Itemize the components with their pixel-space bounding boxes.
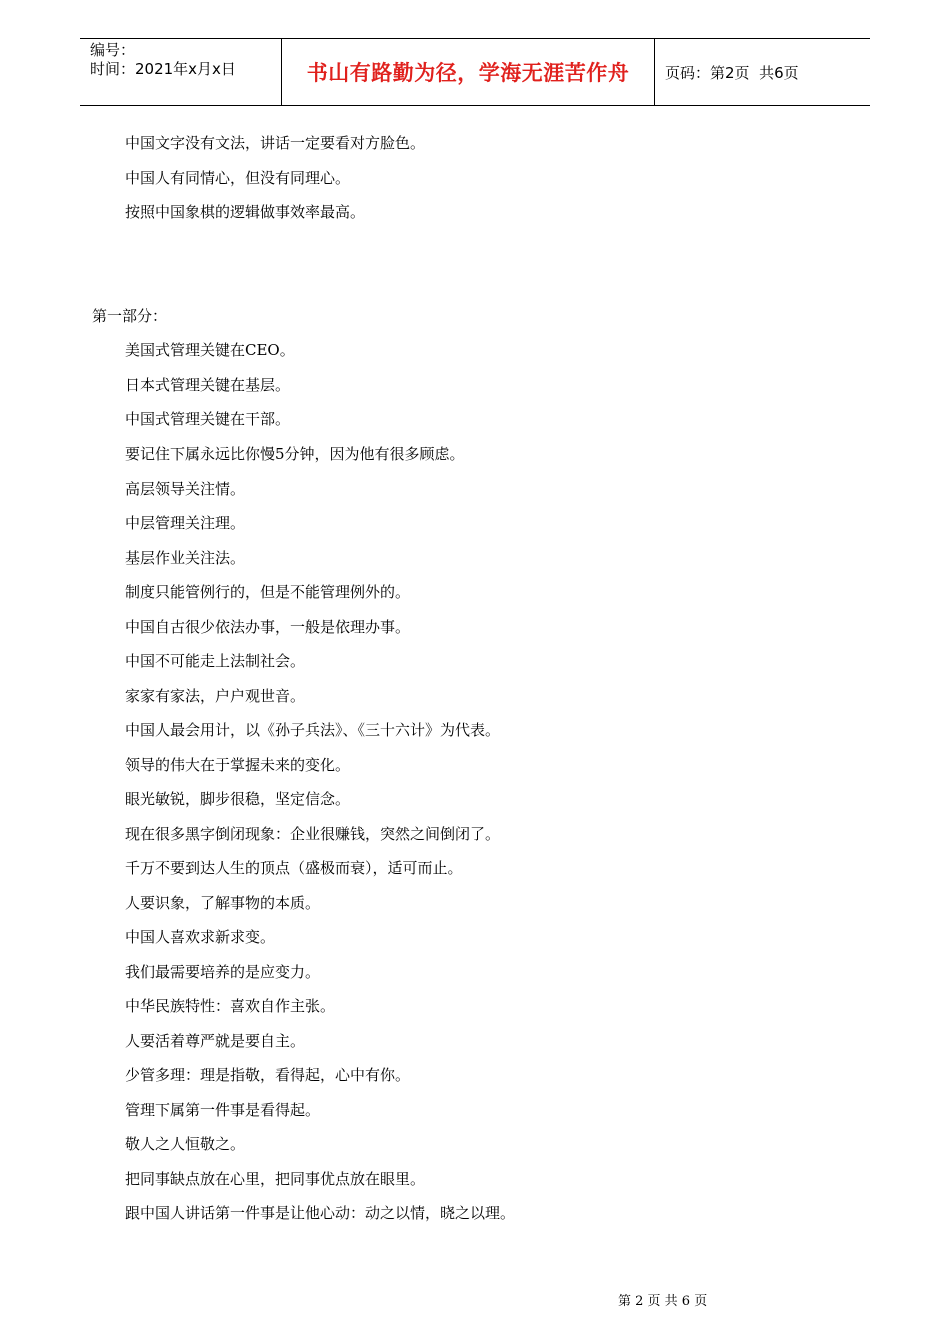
body-line: 少管多理：理是指敬，看得起，心中有你。 [125,1066,411,1084]
body-line: 管理下属第一件事是看得起。 [125,1101,321,1119]
document-header [80,38,870,106]
body-line: 人要活着尊严就是要自主。 [125,1032,306,1050]
header-page-cell [655,39,870,105]
body-line: 现在很多黑字倒闭现象：企业很赚钱，突然之间倒闭了。 [125,825,501,843]
body-line: 中国人喜欢求新求变。 [125,928,276,946]
body-line: 美国式管理关键在CEO。 [125,341,295,359]
body-line: 制度只能管例行的，但是不能管理例外的。 [125,583,411,601]
body-line: 中国不可能走上法制社会。 [125,652,306,670]
body-line: 敬人之人恒敬之。 [125,1135,246,1153]
serial-label: 编号： [90,41,136,59]
motto-text: 书山有路勤为径，学海无涯苦作舟 [306,61,630,85]
body-line: 领导的伟大在于掌握未来的变化。 [125,756,351,774]
page-info: 页码：第2页 共6页 [665,63,799,82]
body-line: 人要识象，了解事物的本质。 [125,894,321,912]
body-line: 中国人最会用计，以《孙子兵法》、《三十六计》为代表。 [125,721,501,739]
header-motto-cell [282,39,655,105]
body-line: 要记住下属永远比你慢5分钟，因为他有很多顾虑。 [125,445,465,463]
section-title: 第一部分： [92,307,168,325]
body-line: 中层管理关注理。 [125,514,246,532]
body-line: 中国式管理关键在干部。 [125,410,291,428]
date-label: 时间：2021年x月x日 [90,60,236,78]
intro-line: 中国人有同情心，但没有同理心。 [125,169,351,187]
page-footer: 第 2 页 共 6 页 [618,1294,708,1309]
body-line: 高层领导关注情。 [125,480,246,498]
intro-line: 按照中国象棋的逻辑做事效率最高。 [125,203,366,221]
header-meta-cell [80,39,282,105]
body-line: 跟中国人讲话第一件事是让他心动：动之以情，晓之以理。 [125,1204,516,1222]
body-line: 眼光敏锐，脚步很稳，坚定信念。 [125,790,351,808]
intro-line: 中国文字没有文法，讲话一定要看对方脸色。 [125,134,426,152]
body-line: 基层作业关注法。 [125,549,246,567]
body-line: 把同事缺点放在心里，把同事优点放在眼里。 [125,1170,426,1188]
body-line: 我们最需要培养的是应变力。 [125,963,321,981]
body-line: 家家有家法，户户观世音。 [125,687,306,705]
body-line: 中国自古很少依法办事，一般是依理办事。 [125,618,411,636]
body-line: 中华民族特性：喜欢自作主张。 [125,997,336,1015]
body-line: 日本式管理关键在基层。 [125,376,291,394]
body-line: 千万不要到达人生的顶点（盛极而衰），适可而止。 [125,859,463,877]
